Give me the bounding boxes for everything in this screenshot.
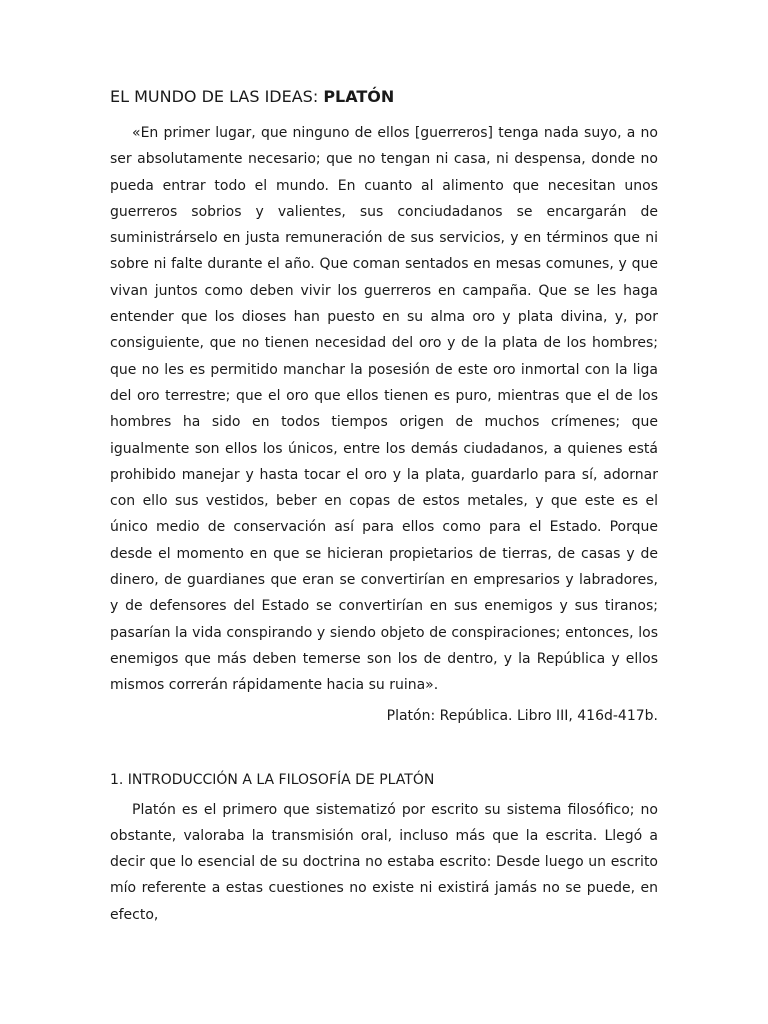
quote-attribution: Platón: República. Libro III, 416d-417b. (386, 707, 658, 724)
title-prefix: EL MUNDO DE LAS IDEAS: (110, 87, 324, 106)
quote-paragraph: «En primer lugar, que ninguno de ellos [guerreros] tenga nada suyo, a no ser absolutamente necesario; que no tengan ni casa, ni despensa, donde no pueda entrar todo el mundo. En cuanto al alimento que necesitan unos guerreros sobrios y valientes, sus conciudadanos se encargarán de suministrárselo en justa remuneración de sus servicios, y en términos que ni sobre ni falte durante el año. Que coman sentados en mesas comunes, y que vivan juntos como deben vivir los guerreros en campaña. Que se les haga entender que los dioses han puesto en su alma oro y plata divina, y, por consiguiente, que no tienen necesidad del oro y de la plata de los hombres; que no les es permitido manchar la posesión de este oro inmortal con la liga del oro terrestre; que el oro que ellos tienen es puro, mientras que el de los hombres ha sido en todos tiempos origen de muchos crímenes; que igualmente son ellos los únicos, entre los demás ciudadanos, a quienes está prohibido manejar y hasta tocar el oro y la plata, guardarlo para sí, adornar con ello sus vestidos, beber en copas de estos metales, y que este es el único medio de conservación así para ellos como para el Estado. Porque desde el momento en que se hicieran propietarios de tierras, de casas y de dinero, de guardianes que eran se convertirían en empresarios y labradores, y de defensores del Estado se convertirían en sus enemigos y sus tiranos; pasarían la vida conspirando y siendo objeto de conspiraciones; entonces, los enemigos que más deben temerse son los de dentro, y la República y ellos mismos correrán rápidamente hacia su ruina». (110, 125, 658, 694)
document-title (110, 84, 658, 110)
section-heading: 1. INTRODUCCIÓN A LA FILOSOFÍA DE PLATÓN (110, 771, 435, 788)
title-emphasis: PLATÓN (323, 87, 395, 106)
section-paragraph: Platón es el primero que sistematizó por escrito su sistema filosófico; no obstante, valoraba la transmisión oral, incluso más que la escrita. Llegó a decir que lo esencial de su doctrina no estaba escrito: Desde luego un escrito mío referente a estas cuestiones no existe ni existirá jamás no se puede, en efecto, (110, 801, 658, 923)
